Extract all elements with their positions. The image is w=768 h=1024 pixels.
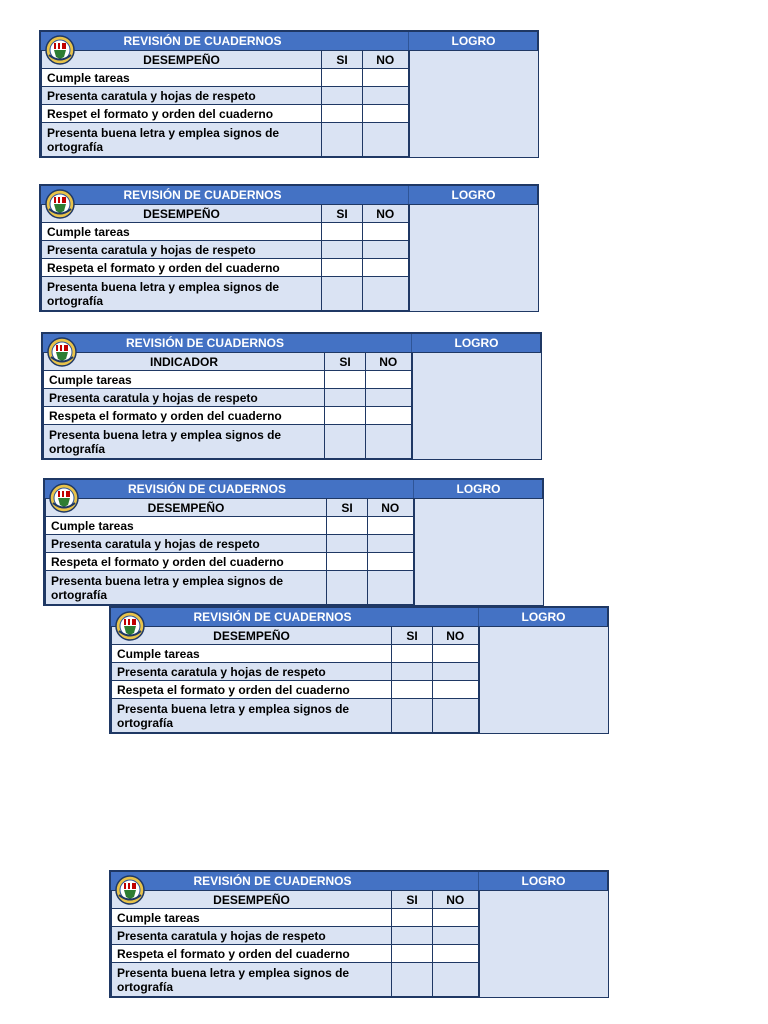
si-checkbox-cell[interactable]: [327, 535, 368, 553]
criterion-label: Respeta el formato y orden del cuaderno: [46, 553, 327, 571]
column-header-criteria: DESEMPEÑO: [46, 499, 327, 517]
criterion-label: Respeta el formato y orden del cuaderno: [42, 259, 322, 277]
card-header-bar: [111, 608, 607, 627]
school-crest-icon: [47, 335, 77, 369]
si-checkbox-cell[interactable]: [322, 123, 363, 157]
si-checkbox-cell[interactable]: [392, 681, 433, 699]
school-crest-icon: [115, 609, 145, 643]
no-checkbox-cell[interactable]: [433, 681, 479, 699]
checklist-table: [43, 352, 541, 459]
criterion-label: Presenta caratula y hojas de respeto: [44, 389, 325, 407]
criterion-label: Cumple tareas: [112, 645, 392, 663]
column-header-si: SI: [322, 205, 363, 223]
si-checkbox-cell[interactable]: [322, 277, 363, 311]
card-header-bar: [111, 872, 607, 891]
si-checkbox-cell[interactable]: [322, 241, 363, 259]
no-checkbox-cell[interactable]: [363, 223, 409, 241]
no-checkbox-cell[interactable]: [366, 407, 412, 425]
column-header-criteria: INDICADOR: [44, 353, 325, 371]
column-header-criteria: DESEMPEÑO: [112, 891, 392, 909]
column-header-no: NO: [363, 51, 409, 69]
no-checkbox-cell[interactable]: [366, 389, 412, 407]
criterion-label: Respeta el formato y orden del cuaderno: [112, 681, 392, 699]
logro-cell[interactable]: [479, 891, 608, 997]
no-checkbox-cell[interactable]: [368, 553, 414, 571]
card-header-bar: [45, 480, 542, 499]
school-crest-icon: [45, 33, 75, 67]
no-checkbox-cell[interactable]: [433, 927, 479, 945]
no-checkbox-cell[interactable]: [368, 517, 414, 535]
si-checkbox-cell[interactable]: [322, 105, 363, 123]
no-checkbox-cell[interactable]: [363, 277, 409, 311]
notebook-review-card: [39, 30, 539, 158]
si-checkbox-cell[interactable]: [325, 407, 366, 425]
card-header-bar: [43, 334, 540, 353]
column-header-si: SI: [327, 499, 368, 517]
logro-cell[interactable]: [412, 353, 541, 459]
si-checkbox-cell[interactable]: [392, 645, 433, 663]
column-header-si: SI: [322, 51, 363, 69]
logro-cell[interactable]: [409, 205, 538, 311]
checklist-table: [41, 50, 538, 157]
no-checkbox-cell[interactable]: [433, 909, 479, 927]
si-checkbox-cell[interactable]: [325, 371, 366, 389]
notebook-review-card: [109, 870, 609, 998]
card-title: REVISIÓN DE CUADERNOS: [127, 482, 287, 496]
column-header-criteria: DESEMPEÑO: [112, 627, 392, 645]
si-checkbox-cell[interactable]: [327, 571, 368, 605]
no-checkbox-cell[interactable]: [433, 963, 479, 997]
card-title: REVISIÓN DE CUADERNOS: [193, 874, 352, 888]
checklist-table: [45, 498, 543, 605]
logro-cell[interactable]: [414, 499, 543, 605]
no-checkbox-cell[interactable]: [363, 241, 409, 259]
criterion-label: Cumple tareas: [46, 517, 327, 535]
si-checkbox-cell[interactable]: [322, 87, 363, 105]
checklist-table: [111, 890, 608, 997]
card-title: REVISIÓN DE CUADERNOS: [193, 610, 352, 624]
no-checkbox-cell[interactable]: [433, 663, 479, 681]
column-header-no: NO: [433, 891, 479, 909]
criterion-label: Presenta caratula y hojas de respeto: [42, 87, 322, 105]
si-checkbox-cell[interactable]: [327, 553, 368, 571]
no-checkbox-cell[interactable]: [363, 69, 409, 87]
criterion-label: Respeta el formato y orden del cuaderno: [44, 407, 325, 425]
column-header-criteria: DESEMPEÑO: [42, 205, 322, 223]
no-checkbox-cell[interactable]: [363, 259, 409, 277]
logro-header: LOGRO: [408, 32, 538, 50]
si-checkbox-cell[interactable]: [327, 517, 368, 535]
criterion-label: Presenta buena letra y emplea signos de ortografía: [112, 963, 392, 997]
si-checkbox-cell[interactable]: [322, 69, 363, 87]
column-header-no: NO: [433, 627, 479, 645]
criterion-label: Respet el formato y orden del cuaderno: [42, 105, 322, 123]
logro-header: LOGRO: [413, 480, 543, 498]
logro-header: LOGRO: [478, 872, 608, 890]
column-header-si: SI: [325, 353, 366, 371]
no-checkbox-cell[interactable]: [433, 945, 479, 963]
si-checkbox-cell[interactable]: [392, 699, 433, 733]
no-checkbox-cell[interactable]: [363, 105, 409, 123]
notebook-review-card: [39, 184, 539, 312]
criterion-label: Presenta buena letra y emplea signos de ortografía: [44, 425, 325, 459]
si-checkbox-cell[interactable]: [392, 945, 433, 963]
si-checkbox-cell[interactable]: [325, 389, 366, 407]
criterion-label: Presenta buena letra y emplea signos de ortografía: [42, 123, 322, 157]
school-crest-icon: [49, 481, 79, 515]
no-checkbox-cell[interactable]: [433, 699, 479, 733]
si-checkbox-cell[interactable]: [322, 259, 363, 277]
no-checkbox-cell[interactable]: [368, 535, 414, 553]
si-checkbox-cell[interactable]: [325, 425, 366, 459]
criterion-label: Cumple tareas: [44, 371, 325, 389]
criterion-label: Cumple tareas: [42, 69, 322, 87]
column-header-si: SI: [392, 891, 433, 909]
no-checkbox-cell[interactable]: [363, 123, 409, 157]
checklist-table: [111, 626, 608, 733]
criterion-label: Cumple tareas: [112, 909, 392, 927]
criterion-label: Presenta caratula y hojas de respeto: [42, 241, 322, 259]
logro-cell[interactable]: [409, 51, 538, 157]
logro-header: LOGRO: [408, 186, 538, 204]
criterion-label: Respeta el formato y orden del cuaderno: [112, 945, 392, 963]
notebook-review-card: [41, 332, 542, 460]
criterion-label: Presenta buena letra y emplea signos de ortografía: [42, 277, 322, 311]
si-checkbox-cell[interactable]: [322, 223, 363, 241]
checklist-table: [41, 204, 538, 311]
no-checkbox-cell[interactable]: [366, 425, 412, 459]
no-checkbox-cell[interactable]: [368, 571, 414, 605]
card-header-bar: [41, 32, 537, 51]
si-checkbox-cell[interactable]: [392, 663, 433, 681]
logro-header: LOGRO: [478, 608, 608, 626]
criterion-label: Presenta caratula y hojas de respeto: [46, 535, 327, 553]
logro-cell[interactable]: [479, 627, 608, 733]
column-header-criteria: DESEMPEÑO: [42, 51, 322, 69]
notebook-review-card: [109, 606, 609, 734]
logro-header: LOGRO: [411, 334, 541, 352]
no-checkbox-cell[interactable]: [363, 87, 409, 105]
card-title: REVISIÓN DE CUADERNOS: [125, 336, 285, 350]
si-checkbox-cell[interactable]: [392, 927, 433, 945]
si-checkbox-cell[interactable]: [392, 963, 433, 997]
no-checkbox-cell[interactable]: [433, 645, 479, 663]
column-header-no: NO: [363, 205, 409, 223]
school-crest-icon: [115, 873, 145, 907]
column-header-no: NO: [366, 353, 412, 371]
criterion-label: Presenta buena letra y emplea signos de ortografía: [46, 571, 327, 605]
school-crest-icon: [45, 187, 75, 221]
criterion-label: Presenta caratula y hojas de respeto: [112, 927, 392, 945]
criterion-label: Presenta caratula y hojas de respeto: [112, 663, 392, 681]
column-header-no: NO: [368, 499, 414, 517]
criterion-label: Cumple tareas: [42, 223, 322, 241]
card-title: REVISIÓN DE CUADERNOS: [123, 188, 282, 202]
card-header-bar: [41, 186, 537, 205]
criterion-label: Presenta buena letra y emplea signos de ortografía: [112, 699, 392, 733]
notebook-review-card: [43, 478, 544, 606]
column-header-si: SI: [392, 627, 433, 645]
card-title: REVISIÓN DE CUADERNOS: [123, 34, 282, 48]
no-checkbox-cell[interactable]: [366, 371, 412, 389]
si-checkbox-cell[interactable]: [392, 909, 433, 927]
